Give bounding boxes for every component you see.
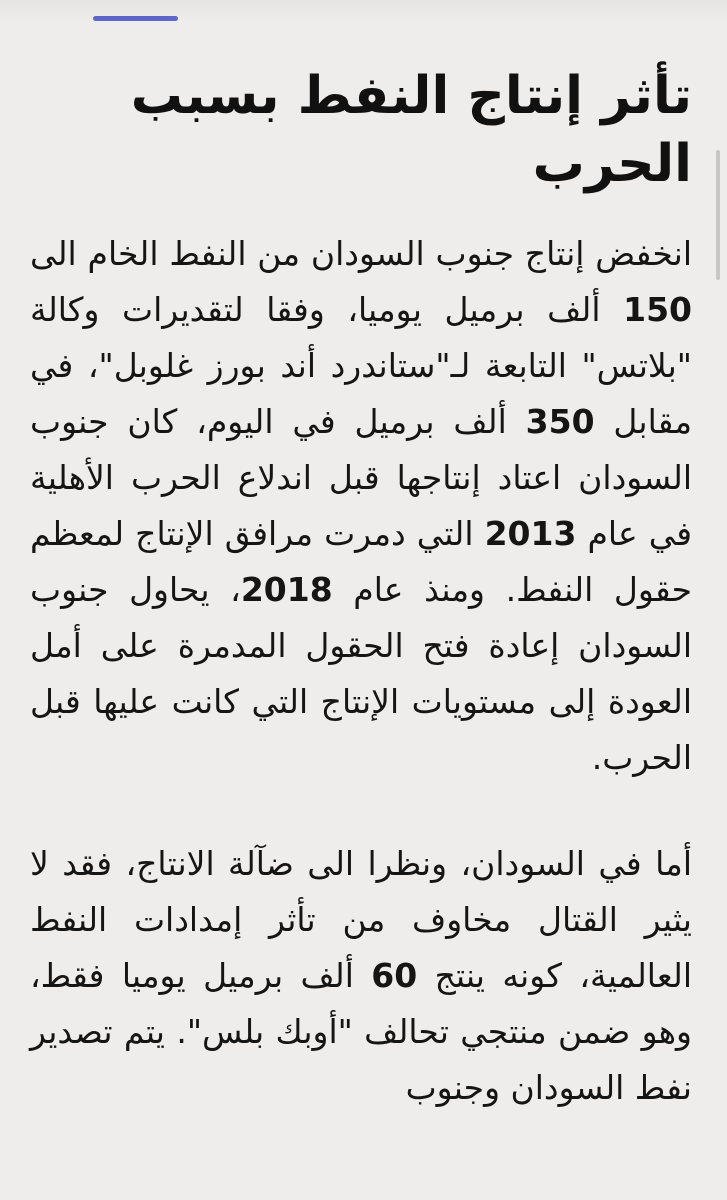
paragraph-text: أما في السودان، ونظرا الى ضآلة الانتاج، فقد لا يثير القتال مخاوف من تأثر إمدادات النفط العالمية، كونه ينتج	[30, 844, 692, 995]
highlight-number: 2013	[484, 514, 577, 553]
article-paragraph-1	[30, 226, 692, 786]
article-body	[30, 62, 692, 1116]
scrollbar[interactable]	[716, 150, 720, 280]
paragraph-text: التي دمرت مرافق الإنتاج لمعظم حقول النفط. ومنذ عام	[30, 514, 692, 609]
highlight-number: 150	[623, 290, 692, 329]
paragraph-text: ألف برميل يوميا، وفقا لتقديرات وكالة "بلاتس" التابعة لـ"ستاندرد أند بورز غلوبل"، في مقابل	[30, 290, 692, 441]
highlight-number: 350	[525, 402, 595, 441]
highlight-number: 2018	[240, 570, 333, 609]
article-paragraph-2	[30, 836, 692, 1116]
highlight-number: 60	[371, 956, 418, 995]
paragraph-text: ، يحاول جنوب السودان إعادة فتح الحقول المدمرة على أمل العودة إلى مستويات الإنتاج التي كانت عليها قبل الحرب.	[30, 570, 692, 777]
article-title: تأثر إنتاج النفط بسبب الحرب	[130, 66, 692, 194]
paragraph-text: انخفض إنتاج جنوب السودان من النفط الخام الى	[30, 234, 692, 273]
paragraph-text: ألف برميل في اليوم، كان جنوب السودان اعتاد إنتاجها قبل اندلاع الحرب الأهلية في عام	[30, 402, 692, 553]
active-tab-indicator	[93, 16, 178, 21]
paragraph-text: ألف برميل يوميا فقط، وهو ضمن منتجي تحالف "أوبك بلس". يتم تصدير نفط السودان وجنوب	[30, 956, 692, 1107]
